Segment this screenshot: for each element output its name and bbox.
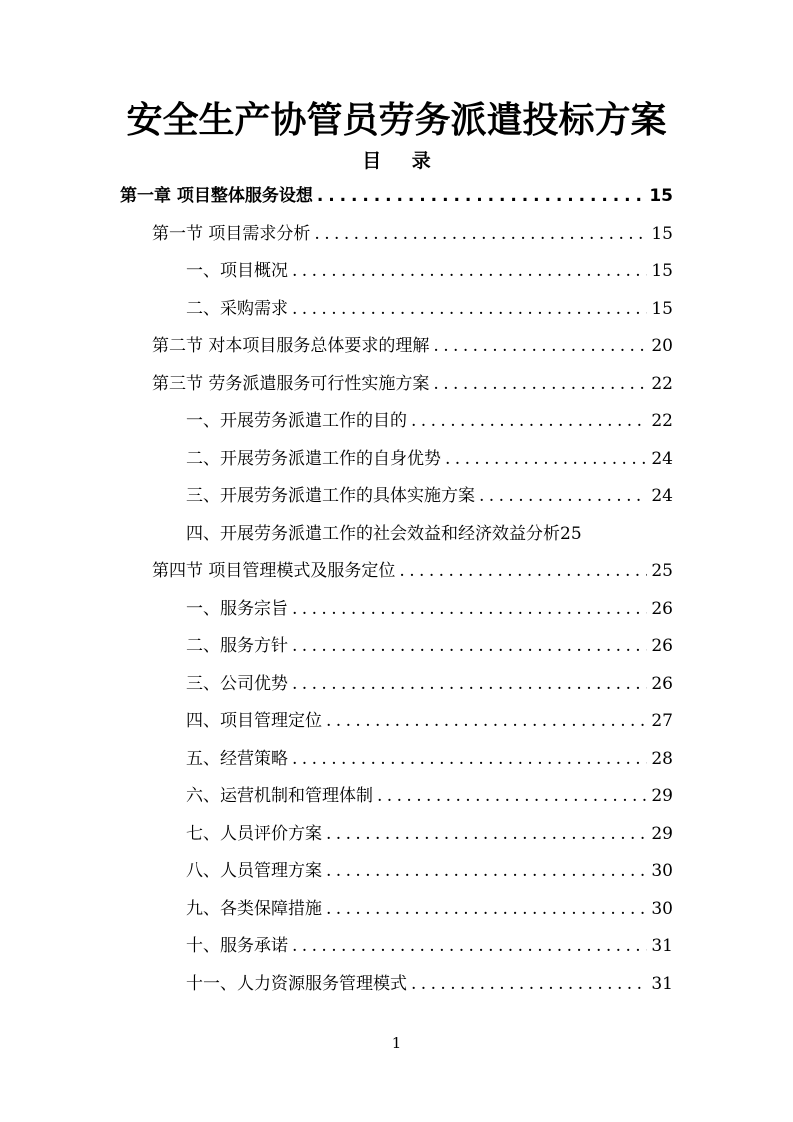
toc-entry-subsection[interactable] [186, 594, 673, 631]
toc-entry-page: 26 [651, 673, 673, 694]
toc-entry-label: 第一节 项目需求分析 [152, 223, 311, 244]
page-number: 1 [391, 1034, 402, 1052]
toc-entry-page: 15 [649, 186, 673, 206]
toc-entry-page: 30 [651, 861, 673, 881]
toc-entry-page: 28 [651, 748, 673, 769]
toc-entry-subsection[interactable] [186, 744, 673, 781]
toc-entry-label: 五、经营策略 [186, 748, 288, 769]
toc-entry-page: 25 [560, 523, 582, 544]
toc-entry-page: 31 [651, 973, 673, 994]
toc-entry-subsection[interactable] [186, 519, 673, 556]
toc-entry-subsection[interactable] [186, 294, 673, 331]
toc-entry-page: 26 [651, 636, 673, 656]
toc-heading: 目 录 [362, 150, 443, 172]
dot-leader [433, 336, 647, 356]
toc-entry-label: 七、人员评价方案 [186, 823, 322, 844]
toc-entry-section[interactable] [152, 331, 673, 368]
toc-entry-section[interactable] [152, 219, 673, 256]
toc-entry-subsection[interactable] [186, 969, 673, 1006]
toc-entry-subsection[interactable] [186, 706, 673, 743]
document-title: 安全生产协管员劳务派遣投标方案 [126, 100, 667, 141]
dot-leader [317, 186, 645, 206]
dot-leader [292, 936, 647, 956]
dot-leader [433, 374, 647, 394]
dot-leader [326, 711, 647, 731]
toc-entry-page: 30 [651, 898, 673, 919]
toc-entry-subsection[interactable] [186, 931, 673, 968]
toc-entry-subsection[interactable] [186, 631, 673, 668]
toc-entry-subsection[interactable] [186, 444, 673, 481]
toc-entry-page: 15 [651, 223, 673, 244]
dot-leader [292, 299, 647, 319]
toc-entry-page: 22 [651, 373, 673, 394]
toc-entry-page: 29 [651, 786, 673, 806]
toc-entry-page: 22 [651, 411, 673, 431]
toc-entry-page: 15 [651, 298, 673, 319]
toc-entry-page: 15 [651, 261, 673, 281]
toc-entry-chapter[interactable] [120, 181, 673, 218]
toc-entry-page: 24 [651, 448, 673, 469]
dot-leader [445, 449, 647, 469]
toc-entry-page: 20 [651, 336, 673, 356]
dot-leader [292, 261, 647, 281]
toc-entry-subsection[interactable] [186, 406, 673, 443]
toc-entry-page: 27 [651, 711, 673, 731]
dot-leader [479, 486, 647, 506]
dot-leader [326, 861, 647, 881]
dot-leader [314, 224, 647, 244]
toc-entry-label: 四、开展劳务派遣工作的社会效益和经济效益分析 [186, 523, 560, 544]
toc-entry-subsection[interactable] [186, 781, 673, 818]
toc-entry-page: 29 [651, 823, 673, 844]
dot-leader [292, 749, 647, 769]
toc-entry-page: 24 [651, 486, 673, 506]
toc-entry-label: 第二节 对本项目服务总体要求的理解 [152, 336, 430, 356]
toc-entry-page: 31 [651, 936, 673, 956]
dot-leader [292, 674, 647, 694]
dot-leader [411, 411, 647, 431]
toc-entry-section[interactable] [152, 556, 673, 593]
dot-leader [326, 899, 647, 919]
toc-entry-label: 第四节 项目管理模式及服务定位 [152, 561, 396, 581]
toc-entry-label: 三、公司优势 [186, 673, 288, 694]
toc-entry-label: 十、服务承诺 [186, 936, 288, 956]
dot-leader [377, 786, 647, 806]
dot-leader [292, 599, 647, 619]
toc-entry-label: 第三节 劳务派遣服务可行性实施方案 [152, 373, 430, 394]
toc-entry-label: 四、项目管理定位 [186, 711, 322, 731]
toc-entry-subsection[interactable] [186, 819, 673, 856]
dot-leader [292, 636, 647, 656]
toc-entry-page: 26 [651, 598, 673, 619]
toc-entry-label: 十一、人力资源服务管理模式 [186, 973, 407, 994]
dot-leader [399, 561, 647, 581]
toc-entry-label: 二、服务方针 [186, 636, 288, 656]
toc-entry-label: 二、采购需求 [186, 298, 288, 319]
toc-entry-subsection[interactable] [186, 669, 673, 706]
dot-leader [326, 824, 647, 844]
toc-entry-label: 二、开展劳务派遣工作的自身优势 [186, 448, 441, 469]
toc-entry-label: 六、运营机制和管理体制 [186, 786, 373, 806]
toc-entry-label: 三、开展劳务派遣工作的具体实施方案 [186, 486, 475, 506]
toc-entry-label: 九、各类保障措施 [186, 898, 322, 919]
toc-entry-subsection[interactable] [186, 894, 673, 931]
toc-entry-label: 一、项目概况 [186, 261, 288, 281]
toc-entry-subsection[interactable] [186, 256, 673, 293]
dot-leader [411, 974, 647, 994]
toc-entry-label: 一、开展劳务派遣工作的目的 [186, 411, 407, 431]
toc-entry-label: 第一章 项目整体服务设想 [120, 186, 313, 206]
toc-entry-section[interactable] [152, 369, 673, 406]
toc-entry-label: 一、服务宗旨 [186, 598, 288, 619]
toc-entry-page: 25 [651, 561, 673, 581]
toc-entry-subsection[interactable] [186, 856, 673, 893]
toc-entry-label: 八、人员管理方案 [186, 861, 322, 881]
toc-entry-subsection[interactable] [186, 481, 673, 518]
